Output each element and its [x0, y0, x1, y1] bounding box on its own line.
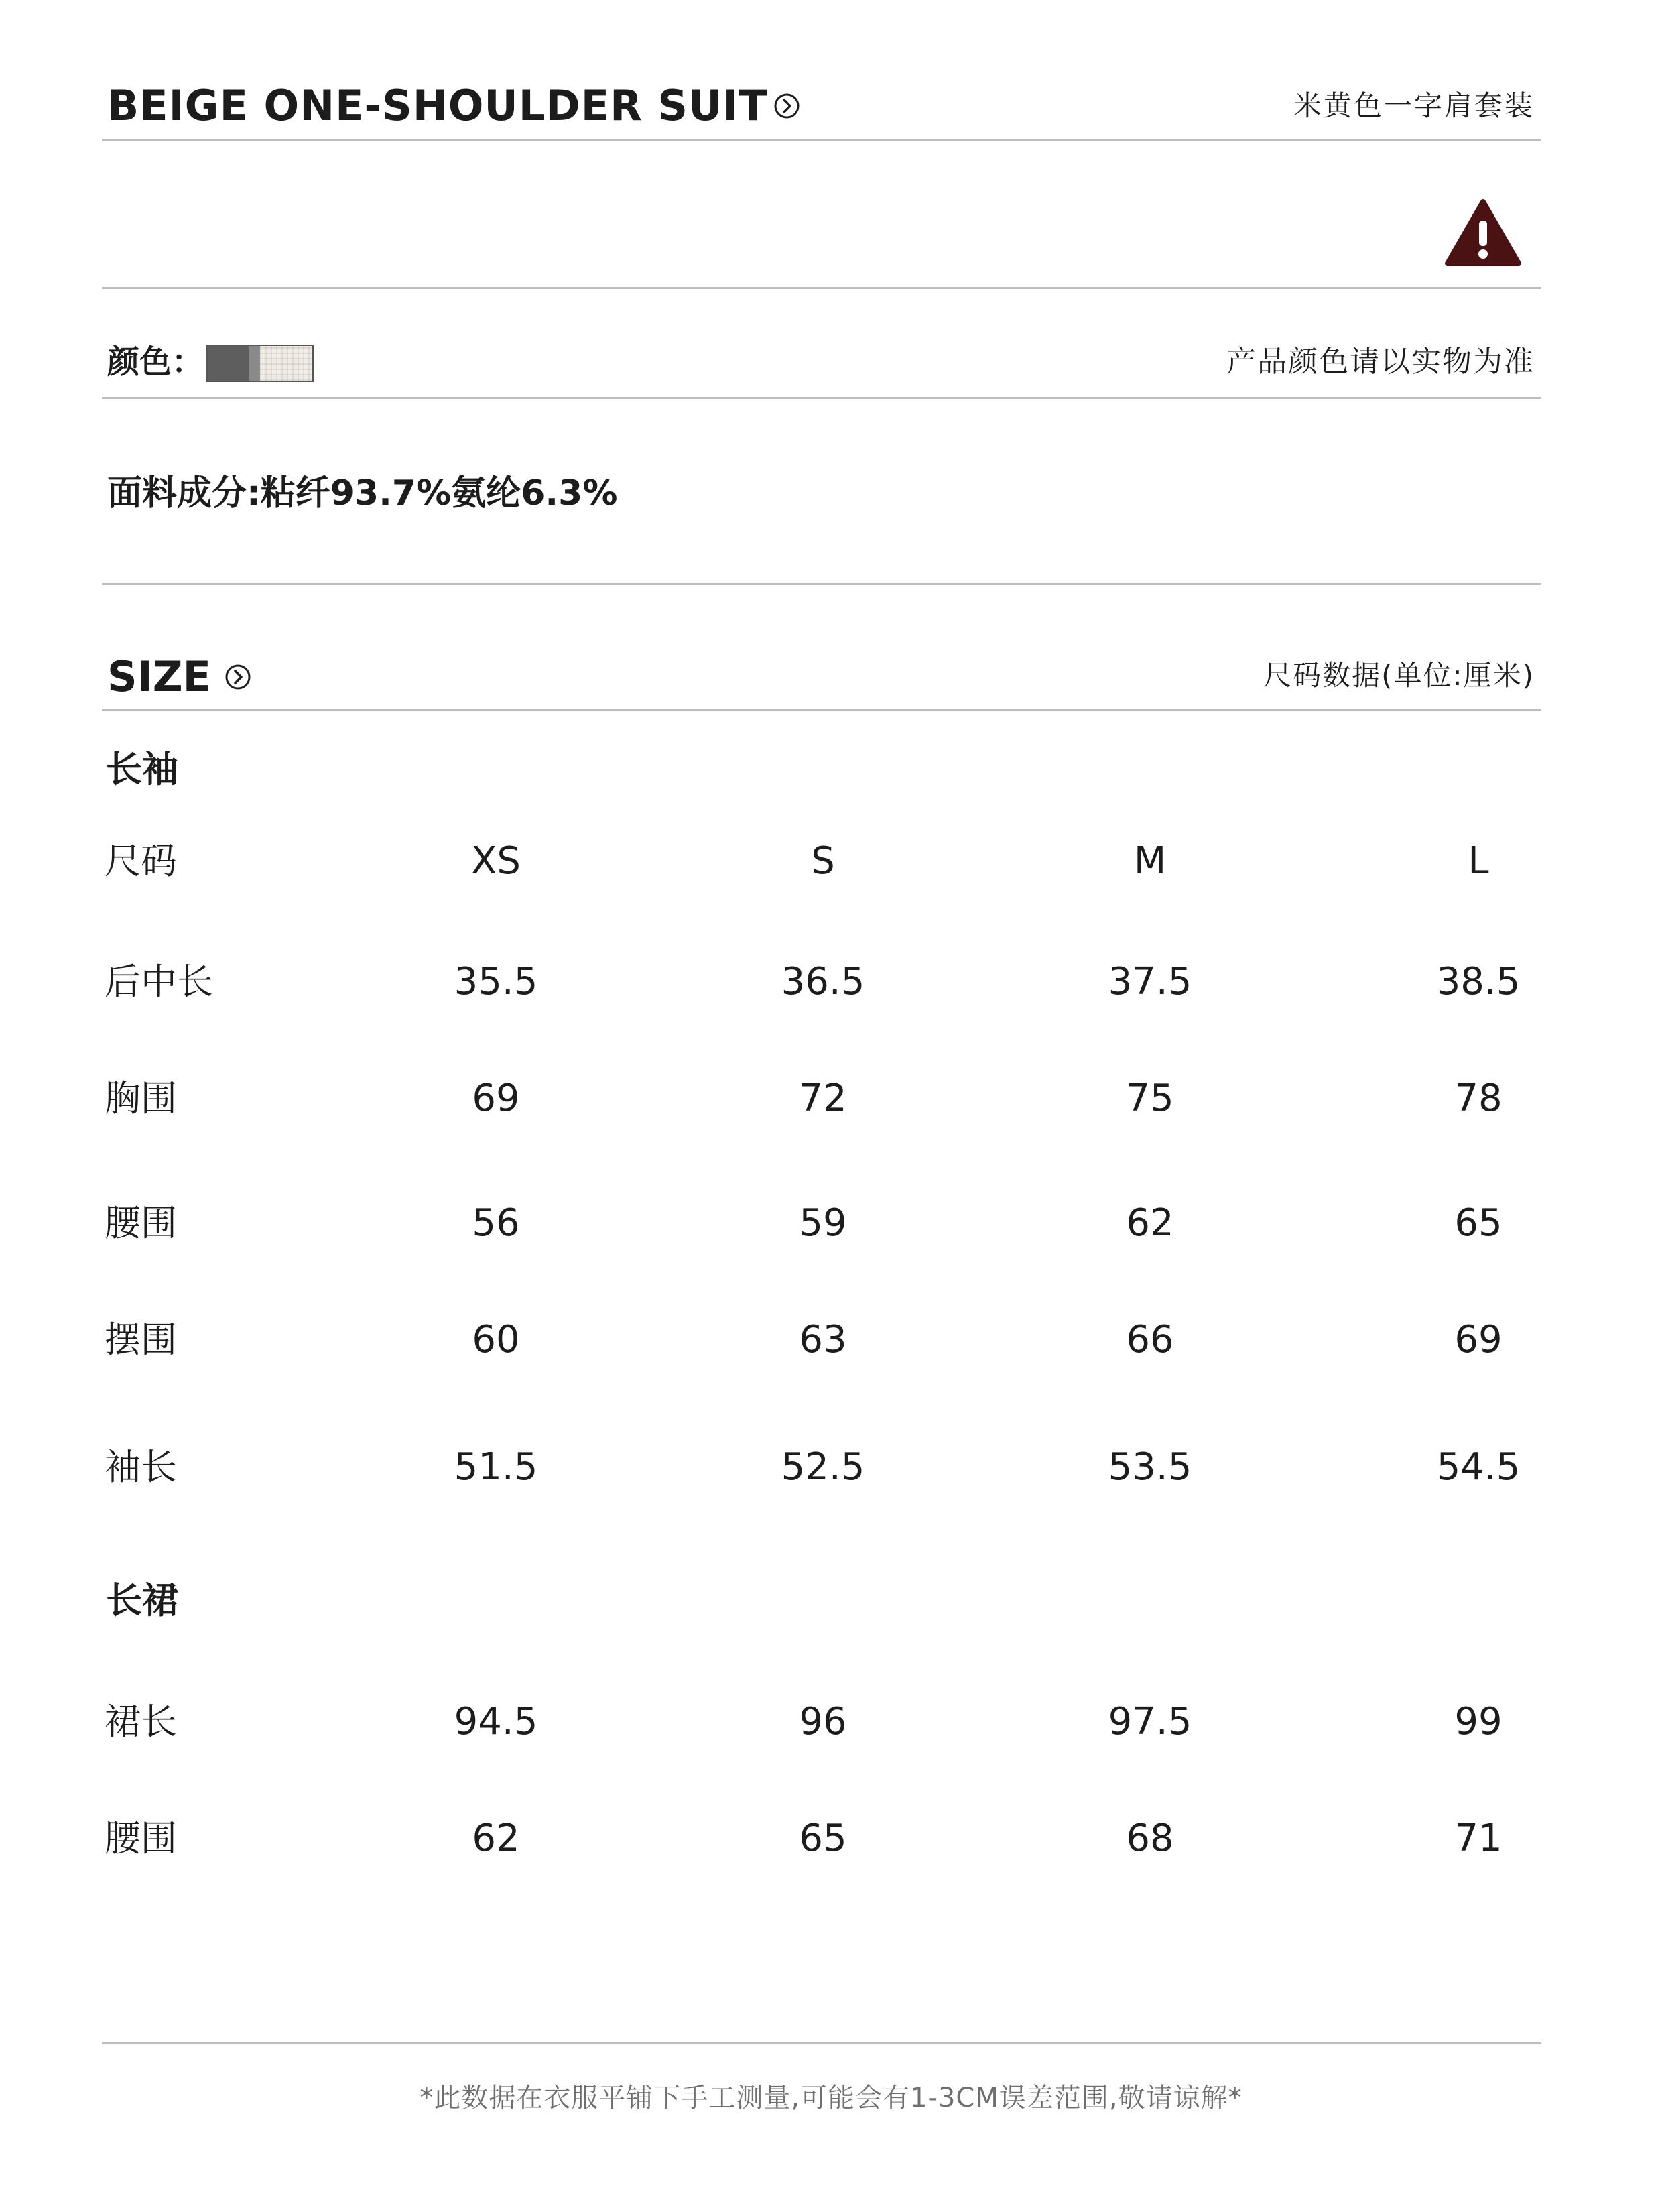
divider	[102, 583, 1541, 585]
row-label: 腰围	[105, 1202, 177, 1244]
cell-value: 53.5	[1108, 1445, 1192, 1489]
color-label: 颜色：	[107, 343, 204, 381]
cell-value: 54.5	[1436, 1445, 1521, 1489]
table-row	[0, 1692, 1662, 1752]
chevron-right-circle-icon	[225, 664, 251, 690]
table-header-row	[0, 831, 1662, 892]
cell-value: 62	[472, 1817, 520, 1860]
size-header-s: S	[811, 839, 835, 883]
cell-value: 66	[1126, 1318, 1174, 1361]
row-label: 尺码	[105, 840, 177, 882]
warning-triangle-icon	[1445, 198, 1521, 267]
cell-value: 75	[1126, 1077, 1174, 1120]
row-label: 腰围	[105, 1817, 177, 1859]
cell-value: 97.5	[1108, 1700, 1192, 1743]
cell-value: 65	[799, 1817, 847, 1860]
cell-value: 38.5	[1436, 960, 1521, 1003]
cell-value: 72	[799, 1077, 847, 1120]
size-header-m: M	[1133, 839, 1167, 883]
divider	[102, 139, 1541, 141]
table-row	[0, 1808, 1662, 1869]
cell-value: 60	[472, 1318, 520, 1361]
cell-value: 96	[799, 1700, 847, 1743]
cell-value: 78	[1454, 1077, 1503, 1120]
cell-value: 37.5	[1108, 960, 1192, 1003]
color-swatch	[206, 345, 314, 382]
cell-value: 65	[1454, 1201, 1503, 1245]
row-label: 后中长	[105, 961, 213, 1003]
table-row	[0, 1068, 1662, 1129]
cell-value: 56	[472, 1201, 520, 1245]
cell-value: 68	[1126, 1817, 1174, 1860]
size-unit-note: 尺码数据(单位:厘米)	[1263, 659, 1535, 692]
size-header-l: L	[1468, 839, 1489, 883]
cell-value: 99	[1454, 1700, 1503, 1743]
color-note: 产品颜色请以实物为准	[1226, 345, 1535, 379]
cell-value: 71	[1454, 1817, 1503, 1860]
cell-value: 36.5	[781, 960, 865, 1003]
divider	[102, 2042, 1541, 2044]
product-title	[107, 79, 800, 133]
row-label: 袖长	[105, 1446, 177, 1488]
size-title-text: SIZE	[107, 652, 212, 701]
divider	[102, 397, 1541, 399]
row-label: 胸围	[105, 1077, 177, 1119]
chevron-right-circle-icon	[773, 93, 800, 119]
cell-value: 69	[472, 1077, 520, 1120]
cell-value: 52.5	[781, 1445, 865, 1489]
table-row	[0, 1193, 1662, 1253]
table-row	[0, 1437, 1662, 1497]
cell-value: 51.5	[454, 1445, 538, 1489]
footnote: *此数据在衣服平铺下手工测量,可能会有1-3CM误差范围,敬请谅解*	[420, 2083, 1242, 2113]
size-header-xs: XS	[471, 839, 521, 883]
product-title-text: BEIGE ONE-SHOULDER SUIT	[107, 81, 768, 130]
fabric-composition: 面料成分:粘纤93.7%氨纶6.3%	[107, 473, 618, 513]
cell-value: 35.5	[454, 960, 538, 1003]
product-title-cn: 米黄色一字肩套装	[1293, 89, 1535, 122]
cell-value: 63	[799, 1318, 847, 1361]
table-row	[0, 1310, 1662, 1370]
size-title	[107, 650, 251, 704]
section-title-top: 长袖	[106, 748, 178, 790]
cell-value: 94.5	[454, 1700, 538, 1743]
cell-value: 59	[799, 1201, 847, 1245]
cell-value: 62	[1126, 1201, 1174, 1245]
divider	[102, 709, 1541, 711]
table-row	[0, 952, 1662, 1012]
row-label: 摆围	[105, 1318, 177, 1361]
row-label: 裙长	[105, 1701, 177, 1743]
divider	[102, 287, 1541, 289]
cell-value: 69	[1454, 1318, 1503, 1361]
section-title-skirt: 长裙	[106, 1579, 178, 1621]
